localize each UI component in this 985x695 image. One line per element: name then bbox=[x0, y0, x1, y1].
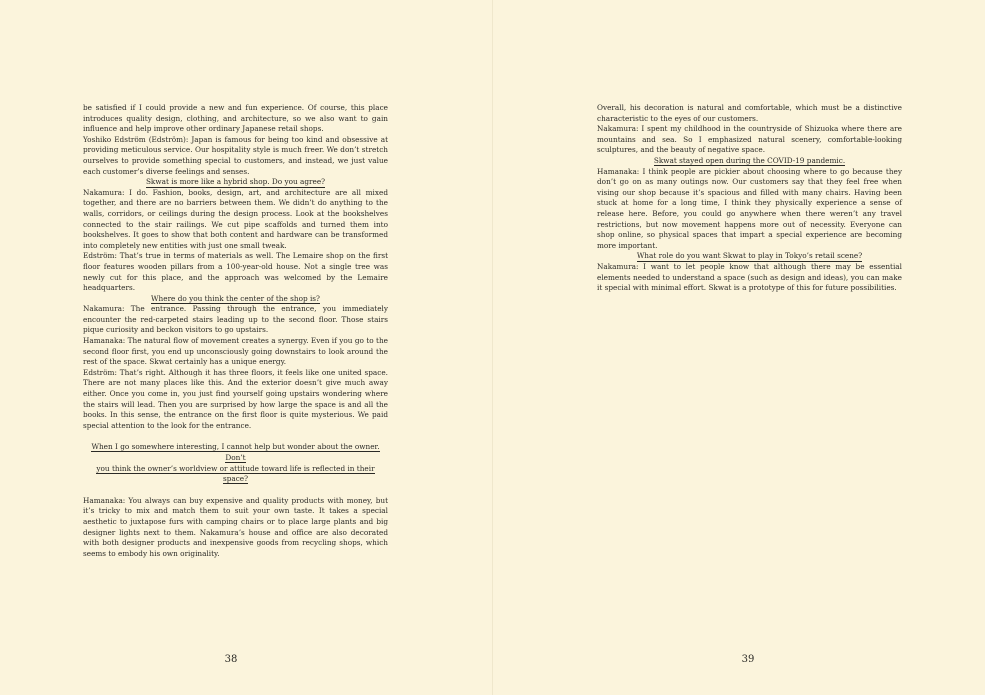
question-heading: Skwat is more like a hybrid shop. Do you agree? bbox=[145, 177, 326, 187]
paragraph: Hamanaka: The natural flow of movement creates a synergy. Even if you go to the second floor first, you end up unconsciously going downstairs to look around the rest of the space. Skwat certainly has a unique energy. bbox=[83, 336, 388, 367]
paragraph: Nakamura: I want to let people know that although there may be essential elements needed to understand a space (such as design and ideas), you can make it special with minimal effort. Skwat is a prototype of this for future possibilities. bbox=[597, 261, 902, 293]
page-number: 38 bbox=[224, 654, 238, 665]
question-heading: Skwat stayed open during the COVID-19 pandemic. bbox=[653, 155, 846, 165]
question-heading: Where do you think the center of the shop is? bbox=[151, 293, 320, 303]
paragraph: Edström: That’s right. Although it has three floors, it feels like one united space. There are not many places like this. And the exterior doesn’t give much away either. Once you come in, you just find yourself going upstairs wondering where the stairs will lead. Then you are surprised by how large the space is and all the books. In this sense, the entrance on the first floor is quite mysterious. We paid special attention to the look for the entrance. bbox=[83, 367, 388, 430]
page-number: 39 bbox=[741, 654, 755, 665]
right-text-column bbox=[597, 103, 902, 294]
paragraph: be satisfied if I could provide a new and fun experience. Of course, this place introduces quality design, clothing, and architecture, so we also want to gain influence and help improve other ordinary Japanese retail shops. bbox=[83, 103, 388, 134]
question-heading: When I go somewhere interesting, I cannot help but wonder about the owner. Don’t you think the owner’s worldview or attitude toward life is reflected in their space? bbox=[91, 442, 380, 484]
paragraph: Edström: That’s true in terms of materials as well. The Lemaire shop on the first floor features wooden pillars from a 100-year-old house. Not a single tree was newly cut for this place, and the approach was welcomed by the Lemaire headquarters. bbox=[83, 251, 388, 293]
paragraph: Hamanaka: You always can buy expensive and quality products with money, but it’s tricky to mix and match them to suit your own taste. It takes a special aesthetic to juxtapose furs with camping chairs or to place large plants and big designer lights next to them. Nakamura’s house and office are also decorated with both designer products and inexpensive goods from recycling shops, which seems to embody his own originality. bbox=[83, 495, 388, 558]
question-heading: What role do you want Skwat to play in Tokyo’s retail scene? bbox=[636, 251, 863, 261]
right-page bbox=[493, 0, 985, 695]
paragraph: Yoshiko Edström (Edström): Japan is famous for being too kind and obsessive at providing meticulous service. Our hospitality style is much freer. We don’t stretch ourselves to provide something special to customers, and instead, we just value each customer’s diverse feelings and senses. bbox=[83, 134, 388, 176]
left-page bbox=[0, 0, 492, 695]
left-text-column bbox=[83, 103, 388, 559]
paragraph: Overall, his decoration is natural and comfortable, which must be a distinctive characteristic to the eyes of our customers. bbox=[597, 103, 902, 123]
paragraph: Nakamura: I spent my childhood in the countryside of Shizuoka where there are mountains and sea. So I emphasized natural scenery, comfortable-looking sculptures, and the beauty of negative space. bbox=[597, 124, 902, 155]
paragraph: Hamanaka: I think people are pickier about choosing where to go because they don’t go on as many outings now. Our customers say that they feel free when vising our shop because it’s spacious and filled with many chairs. Having been stuck at home for a long time, I think they physically experience a sense of release here. Before, you could go anywhere when there weren’t any travel restrictions, but now movement happens more out of necessity. Everyone can shop online, so physical spaces that impart a special experience are becoming more important. bbox=[597, 166, 902, 250]
paragraph: Nakamura: I do. Fashion, books, design, art, and architecture are all mixed together, and there are no barriers between them. We didn’t do anything to the walls, corridors, or ceilings during the design process. Look at the bookshelves connected to the stair railings. We cut pipe scaffolds and turned them into bookshelves. It goes to show that both content and hardware can be transformed into completely new entities with just one small tweak. bbox=[83, 187, 388, 250]
paragraph: Nakamura: The entrance. Passing through the entrance, you immediately encounter the red-carpeted stairs leading up to the second floor. Those stairs pique curiosity and beckon visitors to go upstairs. bbox=[83, 304, 388, 335]
